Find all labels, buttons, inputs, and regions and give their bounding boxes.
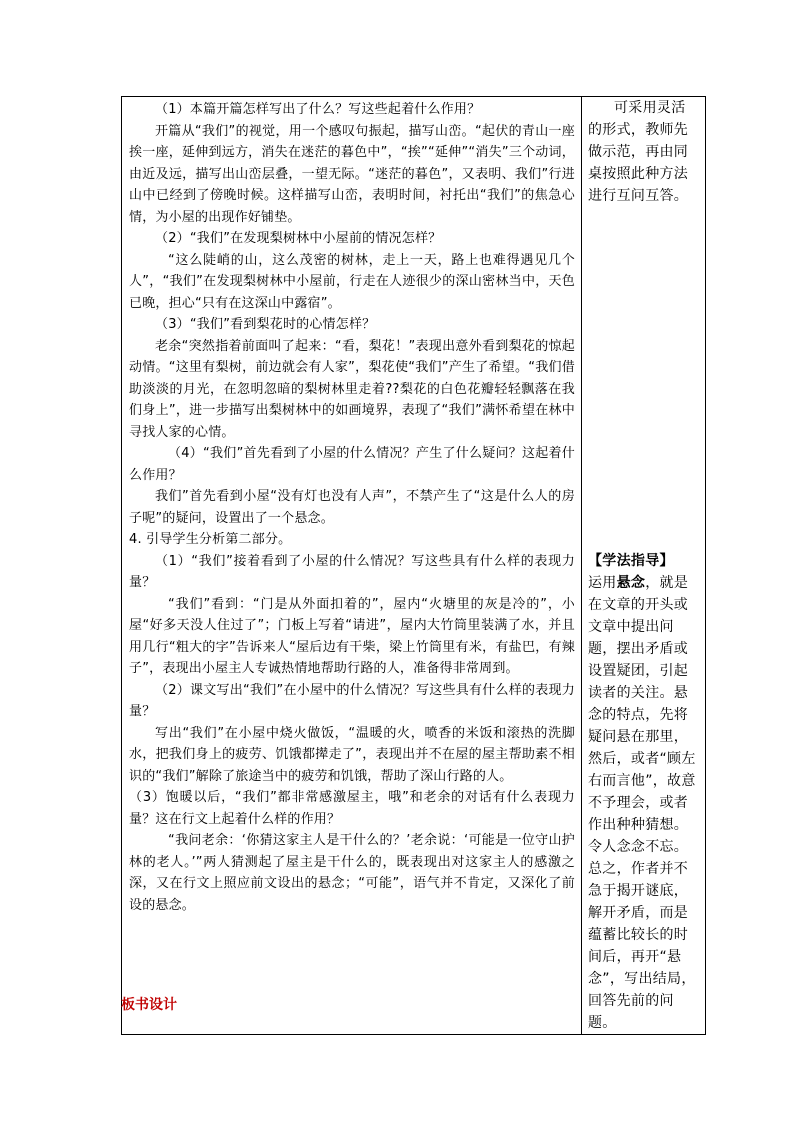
section-step-4: 4. 引导学生分析第二部分。 — [129, 532, 292, 547]
method-text-post: ，就是在文章的开头或文章中提出问题，摆出矛盾或设置疑团，引起读者的关注。悬念的特点，先将疑问悬在那里，然后，或者“顾左右而言他”，故意不予理会，或者作出种种猜想。令人念念不忘。总之，作者并不急于揭开谜底，解开矛盾，而是蕴蓄比较长的时间后，再开“悬念”，写出结局，回答先前的问题。 — [588, 575, 696, 1031]
lesson-table — [121, 96, 706, 1035]
answer-1: 开篇从“我们”的视觉，用一个感叹句振起，描写山峦。“起伏的青山一座挨一座，延伸到远方，消失在迷茫的暮色中”，“挨”“延伸”“消失”三个动词，由近及远，描写出山峦层叠，一望无际。“迷茫的暮色”，又表明、我们”行进山中已经到了傍晚时候。这样描写山峦，表明时间，衬托出“我们”的焦急心情，为小屋的出现作好铺垫。 — [129, 123, 575, 225]
teaching-tip: 可采用灵活的形式，教师先做示范，再由同桌按照此种方法进行互问互答。 — [588, 100, 689, 204]
side-notes — [582, 97, 705, 1034]
answer-2: “这么陡峭的山，这么茂密的树林，走上一天，路上也难得遇见几个人”，“我们”在发现梨树林中小屋前，行走在人迹很少的深山密林当中，天色已晚，担心“只有在这深山中露宿”。 — [129, 252, 575, 311]
method-text-pre: 运用 — [588, 575, 617, 591]
answer-4: 我们”首先看到小屋“没有灯也没有人声”，不禁产生了“这是什么人的房子呢”的疑问，设置出了一个悬念。 — [129, 489, 575, 526]
answer-part2-1: “我们”看到：“门是从外面扣着的”，屋内“火塘里的灰是冷的”，小屋“好多天没人住过了”；门板上写着“请进”，屋内大竹筒里装满了水，并且用几行“粗大的字”告诉来人“屋后边有干柴，梁上竹筒里有米，有盐巴，有辣子”，表现出小屋主人专诚热情地帮助行路的人，准备得非常周到。 — [129, 596, 575, 676]
side-notes-cell — [582, 97, 706, 1035]
question-part2-3: （3）饱暖以后，“我们”都非常感激屋主，哦”和老余的对话有什么表现力量？这在行文上起着什么样的作用？ — [129, 790, 575, 827]
method-heading: 【学法指导】 — [588, 553, 674, 569]
board-design-title: 板书设计 — [121, 997, 177, 1013]
method-text — [588, 572, 699, 1034]
answer-3: 老余“突然指着前面叫了起来：“看，梨花！”表现出意外看到梨花的惊起动情。“这里有梨树，前边就会有人家”，梨花使“我们”产生了希望。“我们借助淡淡的月光，在忽明忽暗的梨树林里走着??梨花的白色花瓣轻轻飘落在我们身上”，进一步描写出梨树林中的如画境界，表现了“我们”满怀希望在林中寻找人家的心情。 — [129, 338, 575, 440]
question-1: （1）本篇开篇怎样写出了什么？写这些起着什么作用？ — [155, 102, 481, 117]
answer-part2-3: “我问老余：‘你猜这家主人是干什么的？’老余说：‘可能是一位守山护林的老人。’”两人猜测起了屋主是干什么的，既表现出对这家主人的感激之深，又在行文上照应前文设出的悬念；“可能”，语气并不肯定，又深化了前设的悬念。 — [129, 833, 575, 913]
question-3: （3）“我们”看到梨花时的心情怎样？ — [155, 317, 376, 332]
answer-part2-2: 写出“我们”在小屋中烧火做饭，“温暖的火，喷香的米饭和滚热的洗脚水，把我们身上的疲劳、饥饿都撵走了”，表现出并不在屋的屋主帮助素不相识的“我们”解除了旅途当中的疲劳和饥饿，帮助了深山行路的人。 — [129, 725, 575, 784]
question-4: （4）“我们”首先看到了小屋的什么情况？产生了什么疑问？这起着什么作用？ — [129, 446, 575, 483]
main-content-cell — [122, 97, 582, 1035]
question-part2-2: （2）课文写出“我们”在小屋中的什么情况？写这些具有什么样的表现力量？ — [129, 682, 575, 719]
main-content — [122, 97, 581, 916]
question-part2-1: （1）“我们”接着看到了小屋的什么情况？写这些具有什么样的表现力量？ — [129, 553, 575, 590]
method-keyword: 悬念 — [616, 575, 646, 591]
question-2: （2）“我们”在发现梨树林中小屋前的情况怎样？ — [155, 231, 442, 246]
side-spacer — [588, 207, 699, 550]
